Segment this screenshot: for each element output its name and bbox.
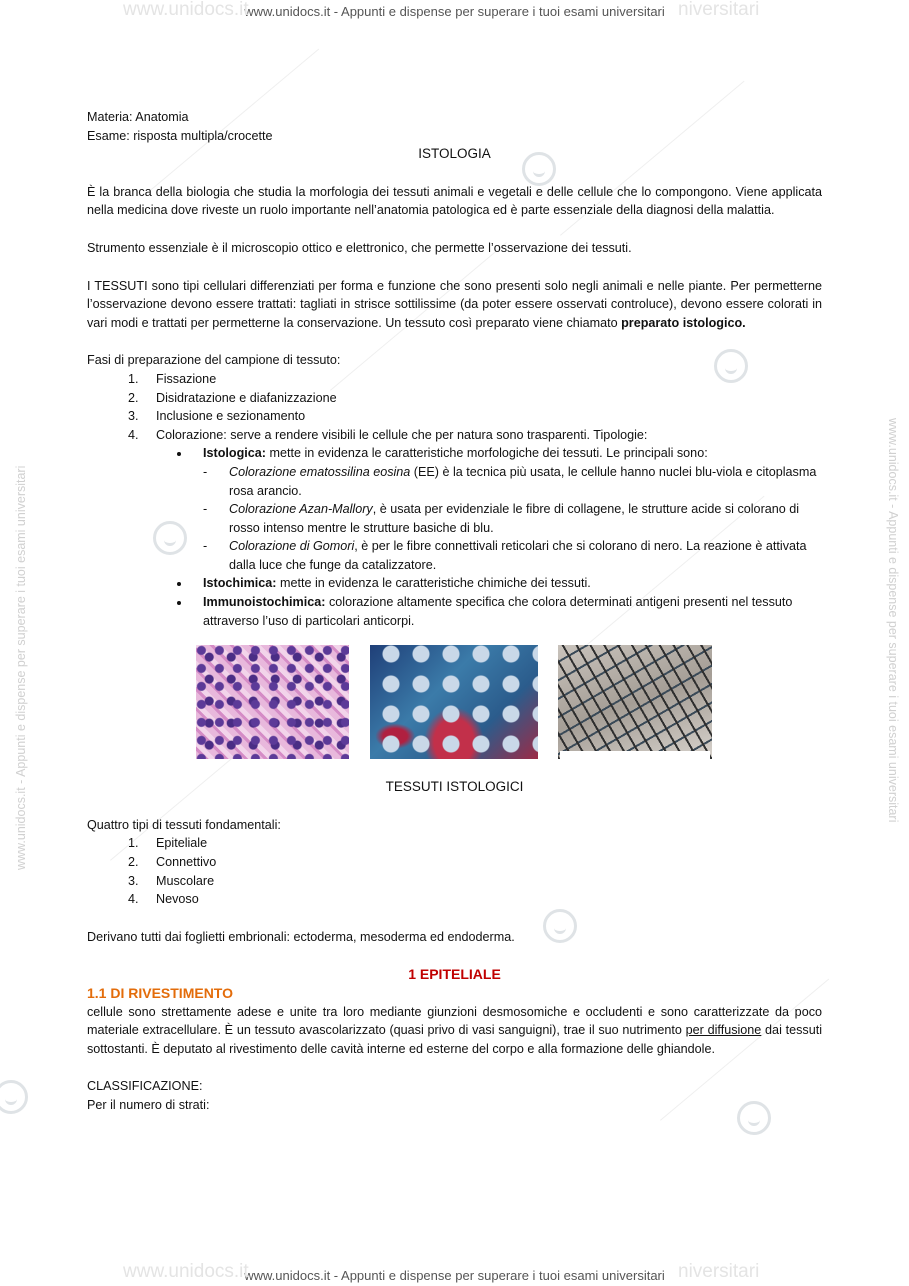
watermark-ghost-right-top: niversitari <box>678 0 760 20</box>
layers-label: Per il numero di strati: <box>87 1097 210 1112</box>
epitelio-underlined-term: per diffusione <box>685 1023 762 1038</box>
image-caption <box>560 751 710 761</box>
list-item: 3. Inclusione e sezionamento <box>142 407 822 426</box>
istologica-label: Istologica: <box>203 446 266 461</box>
method-name: Colorazione ematossilina eosina <box>229 464 411 479</box>
tessuti-bold-term: preparato istologico. <box>621 315 746 330</box>
tissue-types-list <box>87 834 822 908</box>
origin-paragraph: Derivano tutti dai foglietti embrionali: ectoderma, mesoderma ed endoderma. <box>87 929 515 944</box>
method-text: , è usata per evidenziale le fibre di collagene, le strutture acide si colorano di rosso intenso mentre le strutture basiche di blu. <box>229 502 800 535</box>
list-item: 4. Colorazione: serve a rendere visibili le cellule che per natura sono trasparenti. Tipologie: <box>142 426 822 445</box>
list-item: 3. Muscolare <box>142 872 822 891</box>
list-item <box>229 537 822 574</box>
intro-paragraph: È la branca della biologia che studia la morfologia dei tessuti animali e vegetali e delle cellule che lo compongono. Viene applicata nella medicina dove riveste un ruolo importante nell’anatomia patologica ed è parte essenziale della diagnosi della malattia. <box>87 184 822 218</box>
list-item <box>191 574 822 593</box>
phases-title: Fasi di preparazione del campione di tessuto: <box>87 353 341 368</box>
immuno-text: colorazione altamente specifica che colora determinati antigeni presenti nel tessuto attraverso l’uso di particolari anticorpi. <box>203 595 793 628</box>
document-page <box>87 108 822 1115</box>
istochimica-text: mette in evidenza le caratteristiche chimiche dei tessuti. <box>276 576 591 591</box>
classification-label: CLASSIFICAZIONE: <box>87 1079 203 1094</box>
phases-list <box>87 370 822 444</box>
watermark-top: www.unidocs.it - Appunti e dispense per superare i tuoi esami universitari <box>244 4 665 19</box>
tessuti-text: I TESSUTI sono tipi cellulari differenziati per forma e funzione che sono presenti solo negli animali e nelle piante. Per permetterne l’osservazione devono essere trattati: tagliati in strisce sottilissime (da poter essere osservati controluce), devono essere colorati in vari modi e trattati per permetterne la conservazione. Un tessuto così preparato viene chiamato <box>87 278 822 330</box>
epitelio-text: cellule sono strettamente adese e unite tra loro mediante giunzioni desmosomiche e occludenti e sono caratterizzate da poco materiale extracellulare. È un tessuto avascolarizzato (quasi privo di vasi sanguigni), trae il suo nutrimento <box>87 1004 822 1038</box>
tool-paragraph: Strumento essenziale è il microscopio ottico e elettronico, che permette l’osservazione dei tessuti. <box>87 240 632 255</box>
watermark-ghost-left-bottom: www.unidocs.it <box>123 1261 249 1282</box>
method-name: Colorazione Azan-Mallory <box>229 502 373 517</box>
list-item <box>191 444 822 574</box>
types-title: Quattro tipi di tessuti fondamentali: <box>87 817 281 832</box>
watermark-logo-icon <box>0 1080 28 1114</box>
section-title-epiteliale: 1 EPITELIALE <box>408 966 501 983</box>
section-title-istologia: ISTOLOGIA <box>418 146 491 162</box>
watermark-bottom: www.unidocs.it - Appunti e dispense per superare i tuoi esami universitari <box>244 1268 665 1283</box>
method-text: (EE) è la tecnica più usata, le cellule hanno nuclei blu-viola e citoplasma rosa arancio. <box>229 464 817 498</box>
list-item <box>229 463 822 500</box>
list-item: 1. Fissazione <box>142 370 822 389</box>
method-name: Colorazione di Gomori <box>229 539 355 554</box>
watermark-ghost-left-top: www.unidocs.it <box>123 0 249 20</box>
section-title-tessuti: TESSUTI ISTOLOGICI <box>385 779 524 795</box>
watermark-side-left: www.unidocs.it - Appunti e dispense per superare i tuoi esami universitari <box>14 465 28 870</box>
istologica-text: mette in evidenza le caratteristiche morfologiche dei tessuti. Le principali sono: <box>265 446 708 461</box>
epitelio-paragraph <box>87 1003 822 1059</box>
gomori-stain-image <box>558 645 712 759</box>
list-item <box>191 593 822 630</box>
immuno-label: Immunoistochimica: <box>203 595 326 610</box>
list-item: 2. Disidratazione e diafanizzazione <box>142 389 822 408</box>
list-item: 1. Epiteliale <box>142 834 822 853</box>
staining-types-list <box>87 444 822 630</box>
epitelio-text-end: dai tessuti sottostanti. È deputato al rivestimento delle cavità interne ed esterne del corpo e alla formazione delle ghiandole. <box>87 1023 823 1056</box>
staining-methods-list <box>203 463 822 575</box>
stain-images-row <box>87 645 822 763</box>
list-item: 2. Connettivo <box>142 853 822 872</box>
subject-line: Materia: Anatomia <box>87 110 189 124</box>
list-item <box>229 500 822 537</box>
watermark-ghost-right-bottom: niversitari <box>678 1261 760 1282</box>
watermark-side-right: www.unidocs.it - Appunti e dispense per superare i tuoi esami universitari <box>886 418 900 823</box>
list-item: 4. Nevoso <box>142 890 822 909</box>
azan-mallory-stain-image <box>370 645 538 759</box>
exam-line: Esame: risposta multipla/crocette <box>87 128 273 143</box>
tessuti-paragraph <box>87 277 822 333</box>
subsection-title-rivestimento: 1.1 DI RIVESTIMENTO <box>87 985 233 1001</box>
method-text: , è per le fibre connettivali reticolari che si colorano di nero. La reazione è attivata dalla luce che funge da catalizzatore. <box>229 539 807 572</box>
ee-stain-image <box>196 645 349 759</box>
istochimica-label: Istochimica: <box>203 576 277 591</box>
